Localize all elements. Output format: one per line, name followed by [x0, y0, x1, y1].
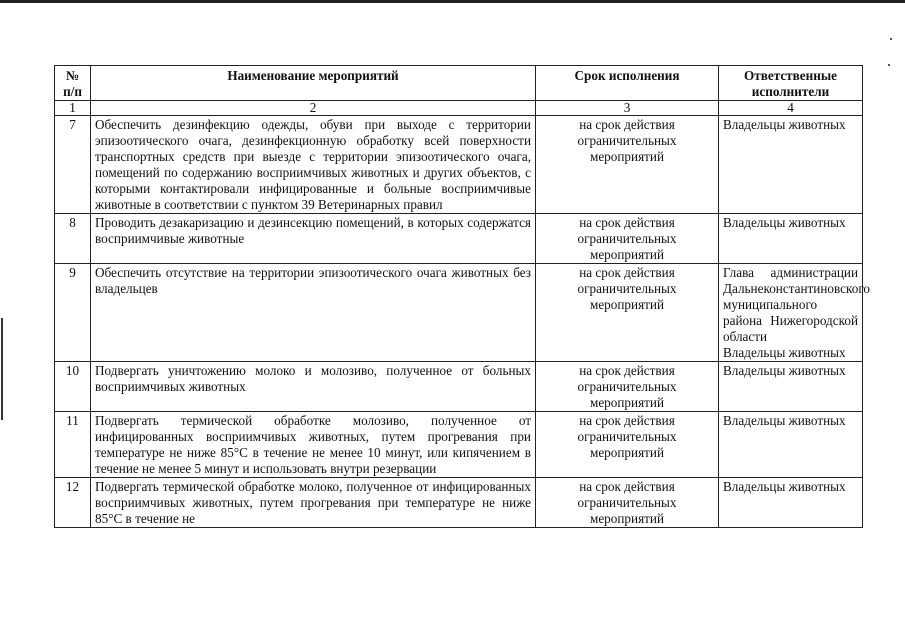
column-number: 2 [91, 101, 536, 116]
row-number: 12 [55, 478, 91, 528]
table-row [55, 116, 863, 214]
measure-deadline: на срок действия ограничительных мероприятий [536, 362, 719, 412]
responsible-line: Владельцы животных [723, 215, 846, 230]
measure-deadline: на срок действия ограничительных мероприятий [536, 264, 719, 362]
measure-responsible [719, 362, 863, 412]
measure-deadline: на срок действия ограничительных мероприятий [536, 478, 719, 528]
measure-name: Подвергать термической обработке молозиво, полученное от инфицированных восприимчивых животных, путем прогревания при температуре не ниже 85°С в течение не менее 10 минут, или кипячением в течение не менее 5 минут и использовать внутри резервации [91, 412, 536, 478]
responsible-line: Владельцы животных [723, 345, 846, 360]
table-row [55, 214, 863, 264]
column-number-row [55, 101, 863, 116]
responsible-line: Владельцы животных [723, 117, 846, 132]
header-name: Наименование мероприятий [91, 66, 536, 101]
measure-responsible [719, 412, 863, 478]
measure-responsible [719, 478, 863, 528]
responsible-line: Глава администрации Дальнеконстантиновского муниципального района Нижегородской области [723, 265, 871, 344]
row-number: 7 [55, 116, 91, 214]
measure-name: Обеспечить отсутствие на территории эпизоотического очага животных без владельцев [91, 264, 536, 362]
column-number: 3 [536, 101, 719, 116]
header-deadline: Срок исполнения [536, 66, 719, 101]
row-number: 11 [55, 412, 91, 478]
header-num: № п/п [55, 66, 91, 101]
measures-table [54, 65, 871, 528]
scan-speck [890, 38, 892, 40]
measure-deadline: на срок действия ограничительных мероприятий [536, 214, 719, 264]
scan-margin-mark [1, 318, 3, 420]
responsible-line: Владельцы животных [723, 363, 846, 378]
measure-deadline: на срок действия ограничительных мероприятий [536, 412, 719, 478]
table-row [55, 362, 863, 412]
responsible-line: Владельцы животных [723, 479, 846, 494]
row-number: 8 [55, 214, 91, 264]
measure-name: Подвергать термической обработке молоко, полученное от инфицированных восприимчивых животных, путем прогревания при температуре не ниже 85°С в течение не [91, 478, 536, 528]
measure-responsible [719, 214, 863, 264]
page-top-rule [0, 0, 905, 3]
measure-deadline: на срок действия ограничительных мероприятий [536, 116, 719, 214]
row-number: 9 [55, 264, 91, 362]
measure-name: Обеспечить дезинфекцию одежды, обуви при выходе с территории эпизоотического очага, дезинфекционную обработку всей поверхности транспортных средств при выезде с территории эпизоотического очага, помещений по содержанию восприимчивых животных и других объектов, с которыми контактировали инфицированные и больные восприимчивые животные в соответствии с пунктом 39 Ветеринарных правил [91, 116, 536, 214]
measure-name: Подвергать уничтожению молоко и молозиво, полученное от больных восприимчивых животных [91, 362, 536, 412]
measure-responsible [719, 264, 871, 362]
column-number: 4 [719, 101, 863, 116]
row-number: 10 [55, 362, 91, 412]
table-row [55, 412, 863, 478]
measure-name: Проводить дезакаризацию и дезинсекцию помещений, в которых содержатся восприимчивые животные [91, 214, 536, 264]
header-responsible: Ответственные исполнители [719, 66, 863, 101]
table-header-row [55, 66, 863, 101]
measure-responsible [719, 116, 863, 214]
scan-speck [888, 64, 890, 66]
table-row [55, 264, 863, 362]
responsible-line: Владельцы животных [723, 413, 846, 428]
column-number: 1 [55, 101, 91, 116]
table-row [55, 478, 863, 528]
